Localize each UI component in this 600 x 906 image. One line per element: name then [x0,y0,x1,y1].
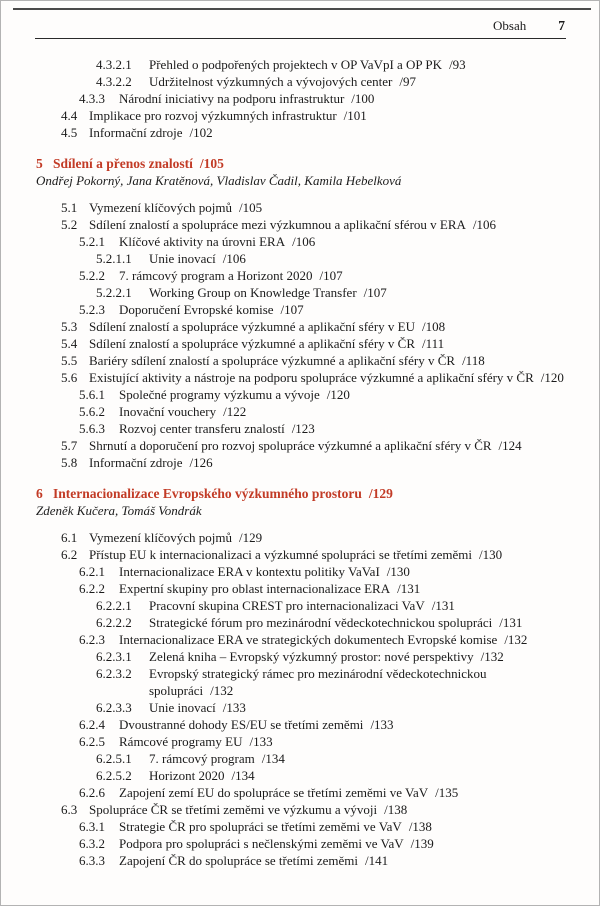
toc-entry [36,699,567,716]
entry-page-ref: /141 [365,853,389,868]
toc-entry [36,597,567,614]
entry-page-ref: /130 [479,547,503,562]
entry-title: Existující aktivity a nástroje na podporu spolupráce výzkumné a aplikační sféry v ČR [89,370,534,385]
entry-number: 5.2.1.1 [96,251,132,266]
entry-page-ref: /106 [472,217,497,232]
toc-chapter-heading [36,155,567,172]
entry-title: Sdílení znalostí a spolupráce výzkumné a aplikační sféry v ČR [89,336,415,351]
entry-page-ref: /133 [249,734,273,749]
entry-number: 5.6 [61,370,78,385]
toc-entry [36,301,567,318]
entry-number: 6.2.5.1 [96,751,132,766]
entry-number: 5.3 [61,319,78,334]
entry-page-ref: /108 [421,319,446,334]
chapter-number: 5 [36,156,43,171]
entry-number: 6.2.6 [79,785,105,800]
entry-number: 5.7 [61,438,78,453]
entry-page-ref: /132 [480,649,504,664]
toc-entry [36,335,567,352]
entry-title: Udržitelnost výzkumných a vývojových center [149,74,393,89]
page-number: 7 [558,18,565,33]
toc-entry [36,454,567,471]
entry-title: Evropský strategický rámec pro mezinárodní vědeckotechnickou spolupráci [149,666,487,698]
entry-page-ref: /132 [504,632,528,647]
entry-title: Přístup EU k internacionalizaci a výzkumné spolupráci se třetími zeměmi [89,547,473,562]
entry-title: Společné programy výzkumu a vývoje [119,387,320,402]
entry-page-ref: /133 [370,717,394,732]
toc-entry [36,563,567,580]
toc-entry [36,437,567,454]
entry-title: Sdílení znalostí a spolupráce výzkumné a aplikační sféry v EU [89,319,415,334]
entry-number: 5.6.2 [79,404,105,419]
entry-page-ref: /131 [431,598,455,613]
running-header-title: Obsah [493,18,527,33]
entry-title: Internacionalizace ERA v kontextu politiky VaVaI [119,564,380,579]
toc-entry [36,648,567,665]
entry-page-ref: /107 [319,268,343,283]
entry-number: 6.2.3 [79,632,105,647]
entry-title: Spolupráce ČR se třetími zeměmi ve výzkumu a vývoji [89,802,378,817]
toc-entry [36,403,567,420]
toc-entry [36,733,567,750]
toc-entry [36,386,567,403]
entry-title: Strategické fórum pro mezinárodní vědeckotechnickou spolupráci [149,615,493,630]
entry-page-ref: /129 [238,530,263,545]
entry-title: 7. rámcový program [149,751,255,766]
toc-entry [36,631,567,648]
chapter-authors: Zdeněk Kučera, Tomáš Vondrák [36,503,202,518]
entry-title: Inovační vouchery [119,404,217,419]
entry-title: Unie inovací [149,700,216,715]
entry-number: 6.1 [61,530,78,545]
entry-page-ref: /135 [435,785,459,800]
entry-number: 6.2.5 [79,734,105,749]
entry-number: 6.2.3.3 [96,700,132,715]
entry-title: Národní iniciativy na podporu infrastruktur [119,91,345,106]
entry-title: Implikace pro rozvoj výzkumných infrastruktur [89,108,337,123]
entry-page-ref: /106 [222,251,246,266]
entry-title: Zelená kniha – Evropský výzkumný prostor: nové perspektivy [149,649,474,664]
scan-top-edge [13,8,591,10]
toc-list [1,39,599,869]
toc-entry [36,56,567,73]
entry-title: Bariéry sdílení znalostí a spolupráce výzkumné a aplikační sféry v ČR [89,353,456,368]
entry-page-ref: /106 [292,234,316,249]
entry-page-ref: /93 [449,57,466,72]
entry-title: Vymezení klíčových pojmů [89,530,232,545]
entry-title: Zapojení ČR do spolupráce se třetími zeměmi [119,853,358,868]
entry-number: 5.5 [61,353,78,368]
entry-page-ref: /97 [399,74,416,89]
entry-title: Strategie ČR pro spolupráci se třetími zeměmi ve VaV [119,819,402,834]
toc-entry [36,107,567,124]
entry-number: 6.2.2.2 [96,615,132,630]
entry-number: 5.2 [61,217,78,232]
entry-title: Informační zdroje [89,455,183,470]
entry-page-ref: /124 [498,438,522,453]
entry-number: 4.3.2.1 [96,57,132,72]
toc-entry [36,767,567,784]
entry-number: 5.6.1 [79,387,105,402]
entry-number: 6.2 [61,547,78,562]
entry-number: 5.8 [61,455,78,470]
toc-entry [36,216,567,233]
entry-title: Internacionalizace ERA ve strategických dokumentech Evropské komise [119,632,498,647]
entry-title: Pracovní skupina CREST pro internacionalizaci VaV [149,598,425,613]
entry-number: 4.3.3 [79,91,105,106]
toc-entry [36,546,567,563]
entry-title: 7. rámcový program a Horizont 2020 [119,268,313,283]
entry-title: Rozvoj center transferu znalostí [119,421,285,436]
entry-title: Rámcové programy EU [119,734,243,749]
entry-page-ref: /131 [397,581,421,596]
entry-number: 5.2.2.1 [96,285,132,300]
entry-page-ref: /134 [231,768,255,783]
entry-page-ref: /122 [223,404,247,419]
entry-page-ref: /138 [408,819,432,834]
entry-number: 6.3.1 [79,819,105,834]
entry-number: 6.3.2 [79,836,105,851]
entry-page-ref: /120 [326,387,350,402]
entry-number: 6.2.3.2 [96,666,132,681]
entry-page-ref: /120 [540,370,564,385]
toc-chapter-heading [36,485,567,502]
entry-page-ref: /118 [462,353,485,368]
entry-page-ref: /107 [363,285,387,300]
toc-entry [36,199,567,216]
entry-page-ref: /138 [384,802,408,817]
entry-page-ref: /132 [210,683,234,698]
entry-number: 4.5 [61,125,78,140]
toc-entry [36,784,567,801]
entry-number: 6.2.2 [79,581,105,596]
toc-entry [36,284,567,301]
toc-entry [36,801,567,818]
toc-entry [36,267,567,284]
entry-number: 4.3.2.2 [96,74,132,89]
toc-entry [36,352,567,369]
entry-page-ref: /130 [386,564,410,579]
entry-page-ref: /105 [238,200,263,215]
entry-page-ref: /102 [189,125,213,140]
entry-number: 6.2.2.1 [96,598,132,613]
entry-page-ref: /139 [410,836,434,851]
entry-page-ref: /111 [422,336,445,351]
entry-title: Expertní skupiny pro oblast internacionalizace ERA [119,581,391,596]
entry-page-ref: /100 [351,91,375,106]
chapter-page-ref: /105 [199,156,224,171]
entry-title: Zapojení zemí EU do spolupráce se třetími zeměmi ve VaV [119,785,429,800]
toc-entry [36,835,567,852]
entry-title: Working Group on Knowledge Transfer [149,285,357,300]
entry-title: Shrnutí a doporučení pro rozvoj spolupráce výzkumné a aplikační sféry v ČR [89,438,492,453]
entry-page-ref: /126 [189,455,213,470]
entry-number: 6.2.5.2 [96,768,132,783]
entry-title: Dvoustranné dohody ES/EU se třetími zeměmi [119,717,364,732]
chapter-number: 6 [36,486,43,501]
entry-title: Doporučení Evropské komise [119,302,274,317]
toc-entry [36,580,567,597]
entry-number: 5.2.1 [79,234,105,249]
entry-number: 5.4 [61,336,78,351]
entry-title: Informační zdroje [89,125,183,140]
page-header [1,1,599,33]
toc-entry [36,665,567,699]
toc-entry [36,233,567,250]
entry-title: Přehled o podpořených projektech v OP VaVpI a OP PK [149,57,443,72]
entry-page-ref: /101 [343,108,367,123]
chapter-title: Sdílení a přenos znalostí [53,156,193,171]
toc-entry [36,124,567,141]
entry-number: 5.6.3 [79,421,105,436]
entry-title: Vymezení klíčových pojmů [89,200,232,215]
entry-page-ref: /107 [280,302,304,317]
chapter-title: Internacionalizace Evropského výzkumného prostoru [53,486,362,501]
entry-title: Unie inovací [149,251,216,266]
toc-entry [36,90,567,107]
entry-title: Sdílení znalostí a spolupráce mezi výzkumnou a aplikační sférou v ERA [89,217,466,232]
entry-title: Podpora pro spolupráci s nečlenskými zeměmi ve VaV [119,836,404,851]
toc-entry [36,318,567,335]
chapter-page-ref: /129 [368,486,393,501]
entry-page-ref: /123 [291,421,315,436]
entry-page-ref: /133 [222,700,246,715]
entry-title: Klíčové aktivity na úrovni ERA [119,234,286,249]
entry-number: 6.3 [61,802,78,817]
entry-number: 5.2.2 [79,268,105,283]
entry-number: 4.4 [61,108,78,123]
toc-entry [36,73,567,90]
entry-number: 5.2.3 [79,302,105,317]
entry-number: 5.1 [61,200,78,215]
toc-entry [36,420,567,437]
entry-page-ref: /131 [499,615,523,630]
entry-number: 6.2.4 [79,717,105,732]
chapter-authors: Ondřej Pokorný, Jana Kratěnová, Vladislav Čadil, Kamila Hebelková [36,173,402,188]
toc-entry [36,818,567,835]
entry-title: Horizont 2020 [149,768,225,783]
entry-number: 6.3.3 [79,853,105,868]
toc-entry [36,369,567,386]
toc-entry [36,750,567,767]
entry-number: 6.2.1 [79,564,105,579]
toc-entry [36,716,567,733]
toc-entry [36,529,567,546]
entry-page-ref: /134 [261,751,285,766]
entry-number: 6.2.3.1 [96,649,132,664]
toc-entry [36,250,567,267]
toc-entry [36,614,567,631]
toc-entry [36,852,567,869]
